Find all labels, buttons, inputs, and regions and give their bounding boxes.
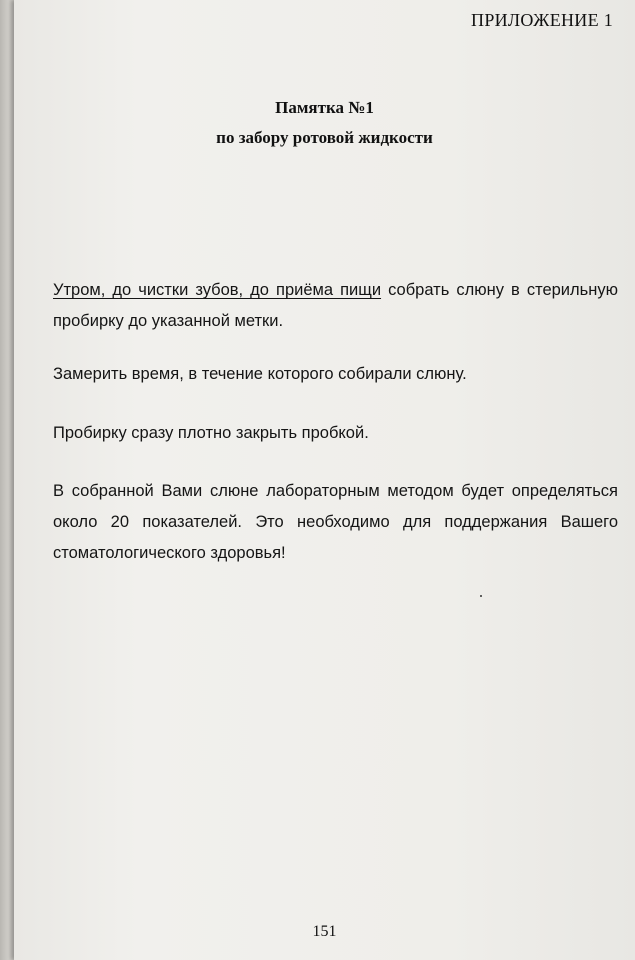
memo-title: Памятка №1 bbox=[275, 98, 374, 117]
page-edge bbox=[0, 0, 14, 960]
instruction-paragraph-2: Замерить время, в течение которого собирали слюну. bbox=[53, 365, 467, 383]
memo-subtitle: по забору ротовой жидкости bbox=[216, 128, 433, 147]
instruction-paragraph-1 bbox=[53, 275, 618, 337]
instruction-rest-text: собрать слюну в стерильную пробирку до указанной метки. bbox=[53, 281, 618, 330]
ink-speck bbox=[480, 595, 482, 597]
page-number: 151 bbox=[312, 923, 337, 940]
instruction-paragraph-3: Пробирку сразу плотно закрыть пробкой. bbox=[53, 424, 369, 442]
appendix-label: ПРИЛОЖЕНИЕ 1 bbox=[471, 10, 613, 30]
document-page bbox=[14, 0, 635, 960]
instruction-underlined-text: Утром, до чистки зубов, до приёма пищи bbox=[53, 281, 382, 299]
instruction-paragraph-4: В собранной Вами слюне лабораторным методом будет определяться около 20 показателей. Это необходимо для поддержания Вашего стоматологического здоровья! bbox=[53, 482, 618, 562]
